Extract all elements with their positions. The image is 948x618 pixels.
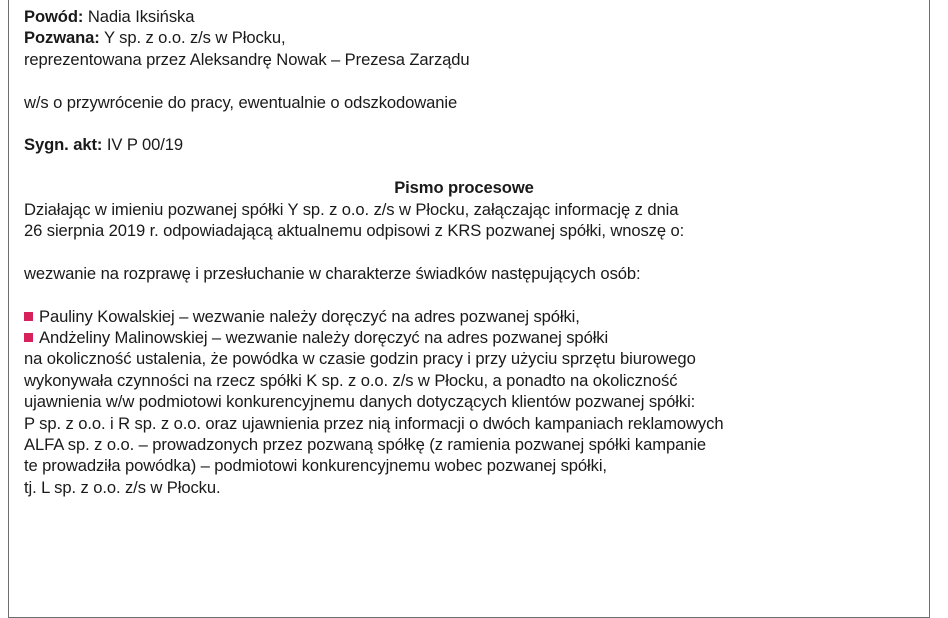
defendant-label: Pozwana: <box>24 28 100 48</box>
circumstance-line: tj. L sp. z o.o. z/s w Płocku. <box>24 477 221 497</box>
spacer <box>24 156 904 177</box>
circumstance-line: wykonywała czynności na rzecz spółki K sp. z o.o. z/s w Płocku, a ponadto na okoliczność <box>24 370 678 390</box>
circumstance-line: ALFA sp. z o.o. – prowadzonych przez pozwaną spółkę (z ramienia pozwanej spółki kampanie <box>24 435 707 455</box>
spacer <box>24 284 904 305</box>
spacer <box>24 113 904 134</box>
defendant-representative: reprezentowana przez Aleksandrę Nowak – Prezesa Zarządu <box>24 49 470 69</box>
spacer <box>24 70 904 91</box>
request-line: wezwanie na rozprawę i przesłuchanie w charakterze świadków następujących osób: <box>24 263 641 283</box>
square-bullet-icon <box>24 312 33 321</box>
case-number: IV P 00/19 <box>106 135 184 155</box>
document-title: Pismo procesowe <box>394 178 534 198</box>
case-subject: w/s o przywrócenie do pracy, ewentualnie o odszkodowanie <box>24 92 458 112</box>
defendant-name: Y sp. z o.o. z/s w Płocku, <box>103 28 286 48</box>
plaintiff-line <box>24 6 904 27</box>
circumstance-line: te prowadziła powódka) – podmiotowi konkurencyjnemu wobec pozwanej spółki, <box>24 456 607 476</box>
witness-text: Andżeliny Malinowskiej – wezwanie należy doręczyć na adres pozwanej spółki <box>39 328 609 348</box>
plaintiff-label: Powód: <box>24 7 84 26</box>
plaintiff-name: Nadia Iksińska <box>87 7 195 26</box>
circumstance-line: P sp. z o.o. i R sp. z o.o. oraz ujawnienia przez nią informacji o dwóch kampaniach reklamowych <box>24 413 724 433</box>
witness-item <box>24 327 904 348</box>
witness-text: Pauliny Kowalskiej – wezwanie należy doręczyć na adres pozwanej spółki, <box>39 306 580 326</box>
intro-line-2: 26 sierpnia 2019 r. odpowiadającą aktualnemu odpisowi z KRS pozwanej spółki, wnoszę o: <box>24 221 685 241</box>
spacer <box>24 241 904 262</box>
circumstance-line: ujawnienia w/w podmiotowi konkurencyjnemu danych dotyczących klientów pozwanej spółki: <box>24 392 696 412</box>
legal-document <box>24 6 904 498</box>
circumstance-line: na okoliczność ustalenia, że powódka w czasie godzin pracy i przy użyciu sprzętu biurowego <box>24 349 696 369</box>
intro-line-1: Działając w imieniu pozwanej spółki Y sp. z o.o. z/s w Płocku, załączając informację z dnia <box>24 199 679 219</box>
square-bullet-icon <box>24 333 33 342</box>
witness-item <box>24 306 904 327</box>
case-number-label: Sygn. akt: <box>24 135 103 155</box>
defendant-line <box>24 27 904 48</box>
case-number-line <box>24 134 904 155</box>
